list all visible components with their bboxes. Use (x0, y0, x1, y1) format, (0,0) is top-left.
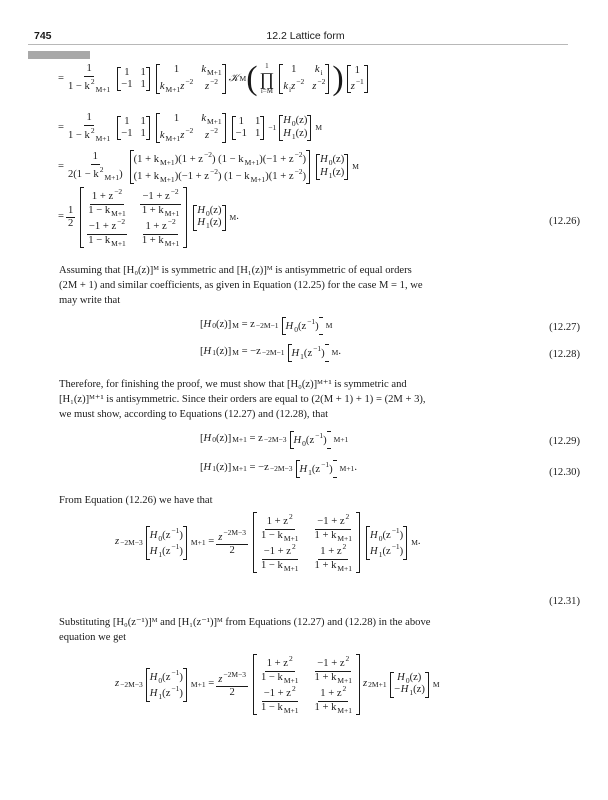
equation-number-12-31: (12.31) (549, 596, 580, 607)
equation-number-12-28: (12.28) (549, 349, 580, 360)
equation-12-29: [ H 0 (z) ] M+1 = z −2M−3 $H_0(z^{-1})$ M+1 (200, 431, 349, 448)
equation-number-12-30: (12.30) (549, 467, 580, 478)
page-number: 745 (34, 30, 52, 42)
equation-12-27: [ H 0 (z) ] M = z −2M−1 $H_0(z^{-1})$ M (200, 317, 333, 334)
equation-final: z −2M−3 $H_0(z^{-1})$ $H_1(z^{-1})$ M+1 = $\frac{z^{-2M-3}}{2}$ $\frac{1 + z^2}{1 - k_{M+1}}$ $\frac{-1 + z^2}{1 + k_{M+1}}$ $\frac{-1 + z^2}{1 - k_{M+1}}$ $\frac{1 + z^2}{1 + k_{M+1}}$ z 2M+1 $H_0(z)$ $-H_1(z)$ M (115, 654, 440, 715)
equation-12-31: z −2M−3 $H_0(z^{-1})$ $H_1(z^{-1})$ M+1 = $\frac{z^{-2M-3}}{2}$ $\frac{1 + z^2}{1 - k_{M+1}}$ $\frac{-1 + z^2}{1 + k_{M+1}}$ $\frac{-1 + z^2}{1 - k_{M+1}}$ $\frac{1 + z^2}{1 + k_{M+1}}$ $H_0(z^{-1})$ $H_1(z^{-1})$ M . (115, 512, 421, 573)
derivation-line-1: = $\frac{1}{1 - k^2_{M+1}}$ 1 1 −1 1 1 $k_{M+1}$ $k_{M+1}z^{-2}$ $z^{-2}$ 𝒦 M ( 1 ∏ i=M 1 $k_i$ $k_iz^{-2}$ $z^{-2}$ ) 1 $z^{-1}$ (58, 62, 523, 96)
header-bar (28, 51, 90, 59)
header-rule (28, 44, 568, 45)
paragraph-from-equation: From Equation (12.26) we have that (59, 495, 213, 506)
derivation-line-2: = $\frac{1}{1 - k^2_{M+1}}$ 1 1 −1 1 1 $k_{M+1}$ $k_{M+1}z^{-2}$ $z^{-2}$ 1 1 −1 1 −1 $H_0(z)$ $H_1(z)$ M (58, 112, 323, 144)
equation-number-12-27: (12.27) (549, 322, 580, 333)
paragraph-therefore: Therefore, for finishing the proof, we must show that [H₀(z)]ᴹ⁺¹ is symmetric and [H₁(z)]ᴹ⁺¹ is antisymmetric. Since their orders are equal to (2(M + 1) + 1) = (2M + 3), we must show, according to Equations (12.27) and (12.28), that (59, 379, 426, 420)
paragraph-assuming: Assuming that [H₀(z)]ᴹ is symmetric and [H₁(z)]ᴹ is antisymmetric of equal orders (2M + 1) and similar coefficients, as given in Equation (12.25) for the case M = 1, we may write that (59, 265, 423, 306)
derivation-line-3: = $\frac{1}{2(1 - k^2_{M+1})}$ $(1 + k_{M+1})(1 + z^{-2})$ $(1 - k_{M+1})(-1 + z^{-2})$ $(1 + k_{M+1})(-1 + z^{-2})$ $(1 - k_{M+1})(1 + z^{-2})$ $H_0(z)$ $H_1(z)$ M (58, 150, 359, 184)
equation-12-28: [ H 1 (z) ] M = −z −2M−1 $H_1(z^{-1})$ M . (200, 344, 341, 361)
equation-number-12-29: (12.29) (549, 436, 580, 447)
equation-number-12-26: (12.26) (549, 216, 580, 227)
running-title: 12.2 Lattice form (266, 30, 345, 42)
equation-12-30: [ H 1 (z) ] M+1 = −z −2M−3 $H_1(z^{-1})$ M+1 . (200, 460, 357, 477)
paragraph-substituting: Substituting [H₀(z⁻¹)]ᴹ and [H₁(z⁻¹)]ᴹ from Equations (12.27) and (12.28) in the above equation we get (59, 617, 431, 643)
equation-12-26: = $\frac{1}{2}$ $\frac{1 + z^{-2}}{1 - k_{M+1}}$ $\frac{-1 + z^{-2}}{1 + k_{M+1}}$ $\frac{-1 + z^{-2}}{1 - k_{M+1}}$ $\frac{1 + z^{-2}}{1 + k_{M+1}}$ $H_0(z)$ $H_1(z)$ M . (58, 187, 239, 248)
